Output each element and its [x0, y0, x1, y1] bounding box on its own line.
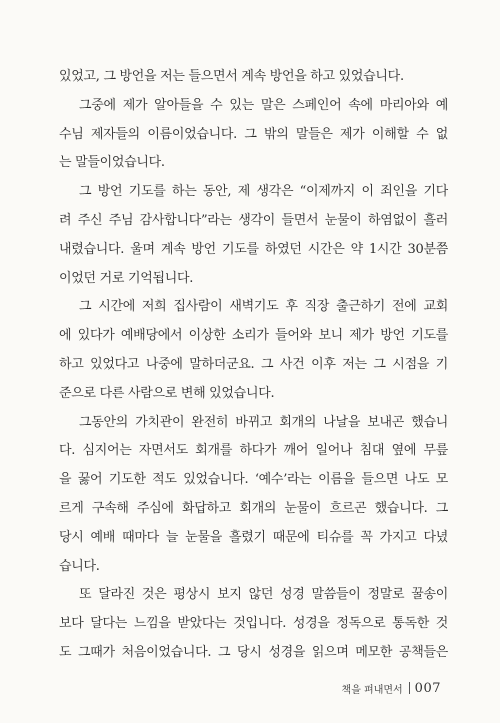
text-line: 하고 있었다고 나중에 말하더군요. 그 사건 이후 저는 그 시점을 기: [59, 356, 448, 372]
text-line: 이었던 거로 기억됩니다.: [59, 270, 194, 286]
text-line: 다. 심지어는 자면서도 회개를 하다가 깨어 일어나 침대 옆에 무릎: [59, 443, 448, 459]
text-line: 그 방언 기도를 하는 동안, 제 생각은 “이제까지 이 죄인을 기다: [79, 184, 448, 200]
text-line: 도 그때가 처음이었습니다. 그 당시 성경을 읽으며 메모한 공책들은: [59, 644, 448, 660]
text-line: 수님 제자들의 이름이었습니다. 그 밖의 말들은 제가 이해할 수 없: [59, 126, 448, 142]
text-line: 을 꿇어 기도한 적도 있었습니다. ‘예수’라는 이름을 들으면 나도 모: [59, 472, 448, 488]
text-line: 그중에 제가 알아들을 수 있는 말은 스페인어 속에 마리아와 예: [79, 97, 448, 113]
text-line: 습니다.: [59, 558, 100, 574]
text-line: 있었고, 그 방언을 저는 들으면서 계속 방언을 하고 있었습니다.: [59, 69, 404, 84]
text-line: 또 달라진 것은 평상시 보지 않던 성경 말씀들이 정말로 꿀송이: [79, 587, 448, 603]
text-line: 르게 구속해 주심에 화답하고 회개의 눈물이 흐르곤 했습니다. 그: [59, 500, 448, 516]
text-line: 준으로 다른 사람으로 변해 있었습니다.: [59, 385, 275, 401]
text-line: 당시 예배 때마다 늘 눈물을 흘렸기 때문에 티슈를 꼭 가지고 다녔: [59, 529, 448, 545]
page-number: 007: [414, 680, 441, 696]
text-line: 내렸습니다. 울며 계속 방언 기도를 하였던 시간은 약 1시간 30분쯤: [59, 241, 448, 257]
page-footer: [0, 680, 441, 696]
body-text: [59, 63, 448, 668]
text-line: 에 있다가 예배당에서 이상한 소리가 들어와 보니 제가 방언 기도를: [59, 328, 448, 344]
text-line: 그동안의 가치관이 완전히 바뀌고 회개의 나날을 보내곤 했습니: [79, 414, 448, 430]
text-line: 는 말들이었습니다.: [59, 155, 165, 171]
text-line: 려 주신 주님 감사합니다”라는 생각이 들면서 눈물이 하염없이 흘러: [59, 212, 448, 228]
text-line: 그 시간에 저희 집사람이 새벽기도 후 직장 출근하기 전에 교회: [79, 299, 448, 315]
text-line: 보다 달다는 느낌을 받았다는 것입니다. 성경을 정독으로 통독한 것: [59, 616, 448, 632]
footer-divider: [409, 682, 410, 694]
running-title: 책을 펴내면서: [341, 684, 403, 696]
